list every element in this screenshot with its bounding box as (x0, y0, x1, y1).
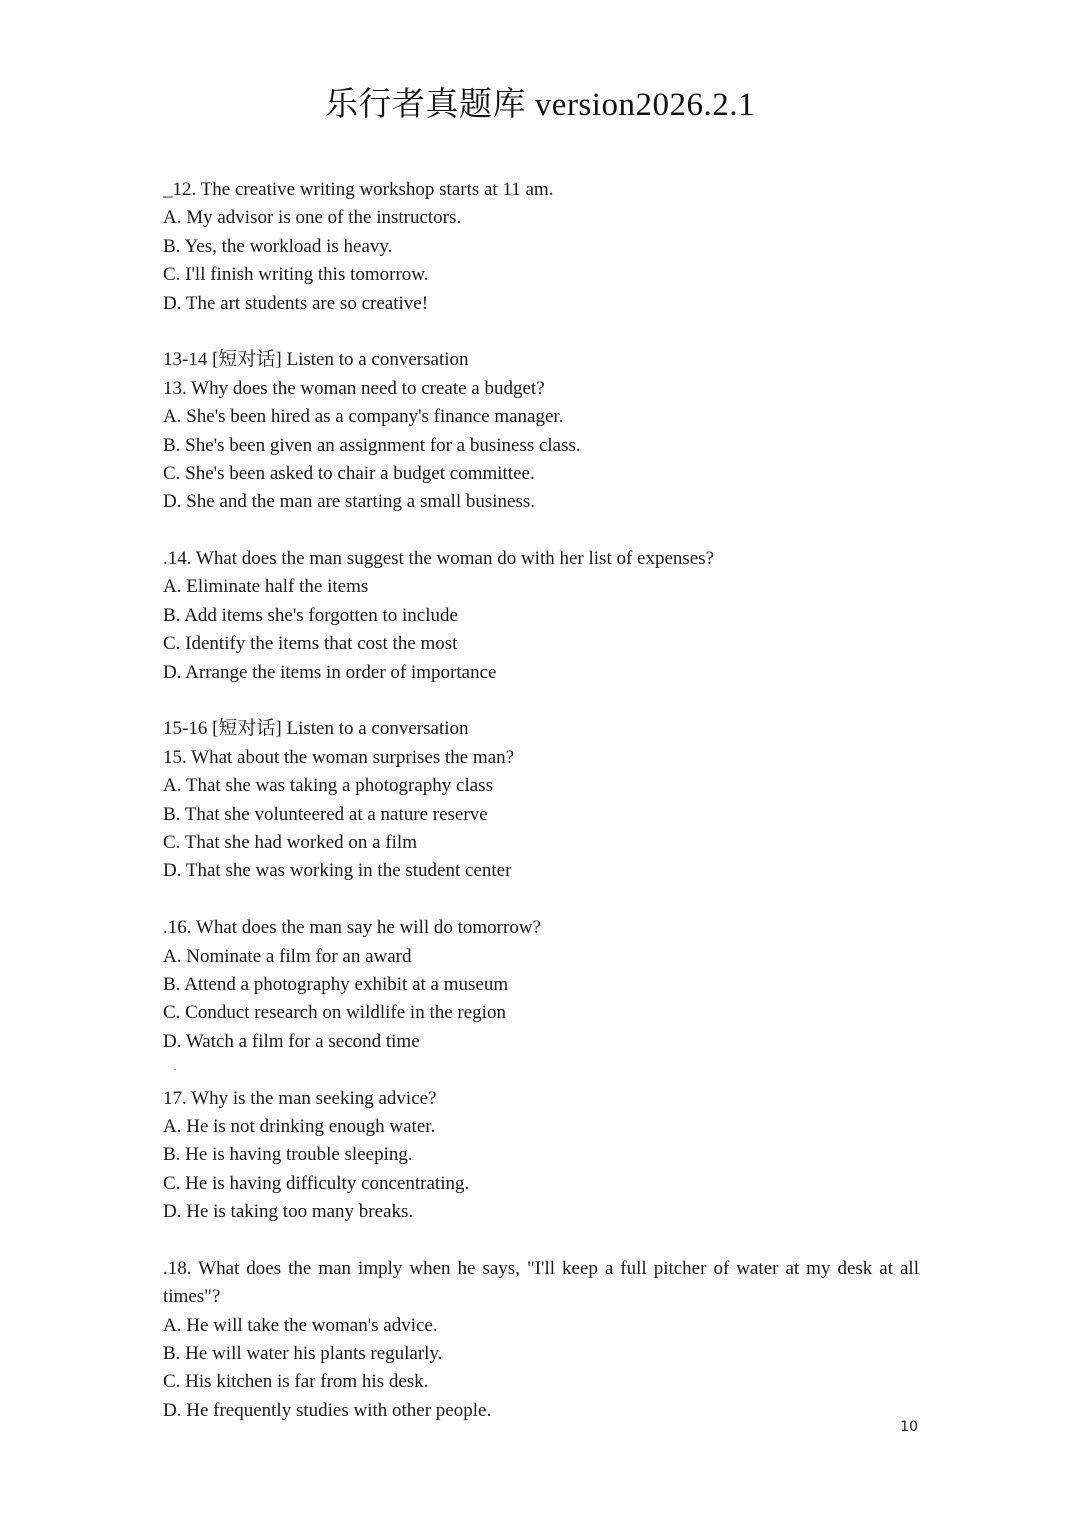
option-a: A. He will take the woman's advice. (163, 1314, 438, 1336)
option-a: A. Nominate a film for an award (163, 945, 412, 967)
spacer (163, 687, 919, 715)
option-d: D. He frequently studies with other people. (163, 1399, 492, 1421)
spacer (163, 517, 919, 545)
spacer (163, 1226, 919, 1254)
option-c: C. That she had worked on a film (163, 831, 417, 853)
option-d: D. Watch a film for a second time (163, 1030, 420, 1052)
option-a: A. My advisor is one of the instructors. (163, 207, 462, 229)
option-b: B. He will water his plants regularly. (163, 1343, 443, 1365)
option-b: B. That she volunteered at a nature reserve (163, 803, 488, 825)
section-heading-13-14: 13-14 [短对话] Listen to a conversation (163, 349, 469, 371)
option-c: C. He is having difficulty concentrating. (163, 1172, 470, 1194)
spacer (163, 318, 919, 346)
option-b: B. Yes, the workload is heavy. (163, 235, 393, 257)
question-list (163, 176, 919, 1425)
question-stem: .14. What does the man suggest the woman do with her list of expenses? (163, 548, 715, 570)
page-title: 乐行者真题库 version2026.2.1 (325, 87, 755, 123)
section-heading-15-16: 15-16 [短对话] Listen to a conversation (163, 718, 469, 740)
option-d: D. Arrange the items in order of importance (163, 661, 497, 683)
question-16 (163, 914, 919, 1056)
option-a: A. That she was taking a photography class (163, 775, 493, 797)
option-d: D. He is taking too many breaks. (163, 1201, 414, 1223)
option-a: A. He is not drinking enough water. (163, 1115, 436, 1137)
option-c: C. I'll finish writing this tomorrow. (163, 264, 429, 286)
question-14 (163, 545, 919, 687)
question-18 (163, 1255, 919, 1425)
spacer (163, 1056, 919, 1084)
option-b: B. He is having trouble sleeping. (163, 1144, 413, 1166)
option-c: C. His kitchen is far from his desk. (163, 1371, 429, 1393)
option-b: B. Attend a photography exhibit at a museum (163, 973, 509, 995)
spacer (163, 886, 919, 914)
question-17 (163, 1085, 919, 1227)
option-b: B. She's been given an assignment for a business class. (163, 434, 581, 456)
option-c: C. She's been asked to chair a budget committee. (163, 462, 535, 484)
option-c: C. Identify the items that cost the most (163, 633, 458, 655)
question-12 (163, 176, 919, 318)
stray-mark: · (173, 1062, 177, 1076)
page-number: 10 (900, 1419, 918, 1435)
question-stem: 15. What about the woman surprises the man? (163, 746, 515, 768)
option-d: D. That she was working in the student center (163, 860, 512, 882)
option-a: A. She's been hired as a company's finance manager. (163, 406, 564, 428)
option-c: C. Conduct research on wildlife in the region (163, 1002, 506, 1024)
question-13 (163, 375, 919, 517)
option-d: D. The art students are so creative! (163, 292, 429, 314)
question-stem: .18. What does the man imply when he says, "I'll keep a full pitcher of water at my desk at all times"? (163, 1257, 919, 1308)
option-a: A. Eliminate half the items (163, 576, 369, 598)
question-15 (163, 744, 919, 886)
question-stem: .16. What does the man say he will do tomorrow? (163, 917, 541, 939)
option-b: B. Add items she's forgotten to include (163, 604, 458, 626)
question-stem: _12. The creative writing workshop starts at 11 am. (163, 179, 554, 200)
question-stem: 13. Why does the woman need to create a budget? (163, 377, 545, 399)
option-d: D. She and the man are starting a small business. (163, 491, 536, 513)
question-stem: 17. Why is the man seeking advice? (163, 1087, 437, 1109)
